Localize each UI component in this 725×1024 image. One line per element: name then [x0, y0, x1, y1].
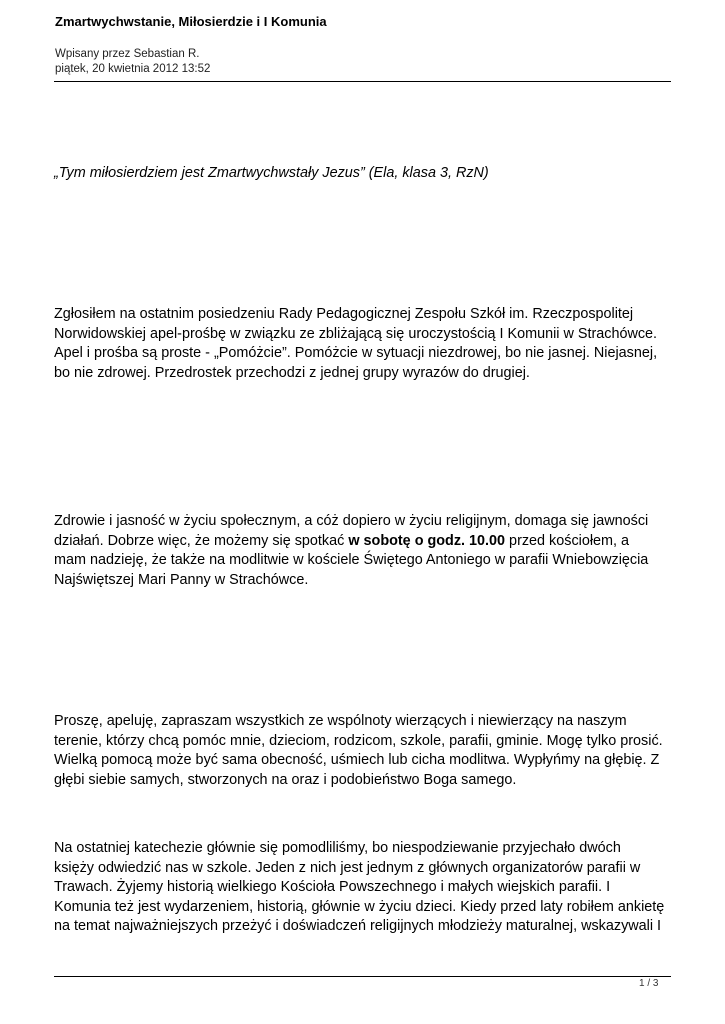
article-paragraph-1	[54, 305, 678, 383]
paragraph-line: na temat najważniejszych przeżyć i doświadczeń religijnych młodzieży maturalnej, wskazywali I	[54, 918, 662, 934]
paragraph-line: Trawach. Żyjemy historią wielkiego Kościoła Powszechnego i małych wiejskich parafii. I	[54, 879, 611, 895]
header-divider	[54, 81, 671, 82]
page-title: Zmartwychwstanie, Miłosierdzie i I Komunia	[55, 14, 327, 29]
paragraph-line: Norwidowskiej apel-prośbę w związku ze zbliżającą się uroczystością I Komunii w Strachówce.	[54, 325, 658, 342]
paragraph-line: księży odwiedzić nas w szkole. Jeden z nich jest jednym z głównych organizatorów parafii w	[54, 859, 641, 876]
paragraph-line: Wielką pomocą może być sama obecność, uśmiech lub cicha modlitwa. Wypłyńmy na głębię. Z	[54, 752, 660, 768]
paragraph-text: działań. Dobrze więc, że możemy się spotkać	[54, 532, 349, 549]
paragraph-line: Na ostatniej katechezie głównie się pomodliliśmy, bo niespodziewanie przyjechało dwóch	[54, 840, 621, 856]
date-line: piątek, 20 kwietnia 2012 13:52	[55, 63, 211, 75]
paragraph-line: terenie, którzy chcą pomóc mnie, dzieciom, rodzicom, szkole, parafii, gminie. Mogę tylko prosić.	[54, 732, 663, 749]
article-paragraph-2	[54, 512, 678, 590]
page-indicator: 1 / 3	[639, 978, 659, 989]
paragraph-line: Proszę, apeluję, zapraszam wszystkich ze wspólnoty wierzących i niewierzący na naszym	[54, 713, 627, 729]
paragraph-line: głębi siebie samych, stworzonych na oraz i podobieństwo Boga samego.	[54, 771, 517, 788]
paragraph-text: przed kościołem, a	[505, 532, 630, 549]
article-paragraph-3	[54, 712, 678, 790]
paragraph-line: Komunia też jest wydarzeniem, historią, głównie w życiu dzieci. Kiedy przed laty robiłem ankietę	[54, 898, 665, 915]
footer-divider	[54, 976, 671, 977]
event-time-highlight: w sobotę o godz. 10.00	[348, 532, 506, 549]
paragraph-line	[54, 532, 678, 552]
paragraph-line: Apel i prośba są proste - „Pomóżcie”. Pomóżcie w sytuacji niezdrowej, bo nie jasnej. Niejasnej,	[54, 345, 658, 361]
author-line: Wpisany przez Sebastian R.	[55, 48, 200, 60]
article-quote: „Tym miłosierdziem jest Zmartwychwstały Jezus” (Ela, klasa 3, RzN)	[54, 165, 489, 181]
paragraph-line: Najświętszej Mari Panny w Strachówce.	[54, 571, 309, 588]
paragraph-line: mam nadzieję, że także na modlitwie w kościele Świętego Antoniego w parafii Wniebowzięcia	[54, 552, 649, 568]
paragraph-line: Zgłosiłem na ostatnim posiedzeniu Rady Pedagogicznej Zespołu Szkół im. Rzeczpospolitej	[54, 306, 634, 322]
paragraph-line: bo nie zdrowej. Przedrostek przechodzi z jednej grupy wyrazów do drugiej.	[54, 364, 530, 381]
article-paragraph-4	[54, 839, 678, 937]
paragraph-line: Zdrowie i jasność w życiu społecznym, a cóż dopiero w życiu religijnym, domaga się jawności	[54, 513, 649, 529]
